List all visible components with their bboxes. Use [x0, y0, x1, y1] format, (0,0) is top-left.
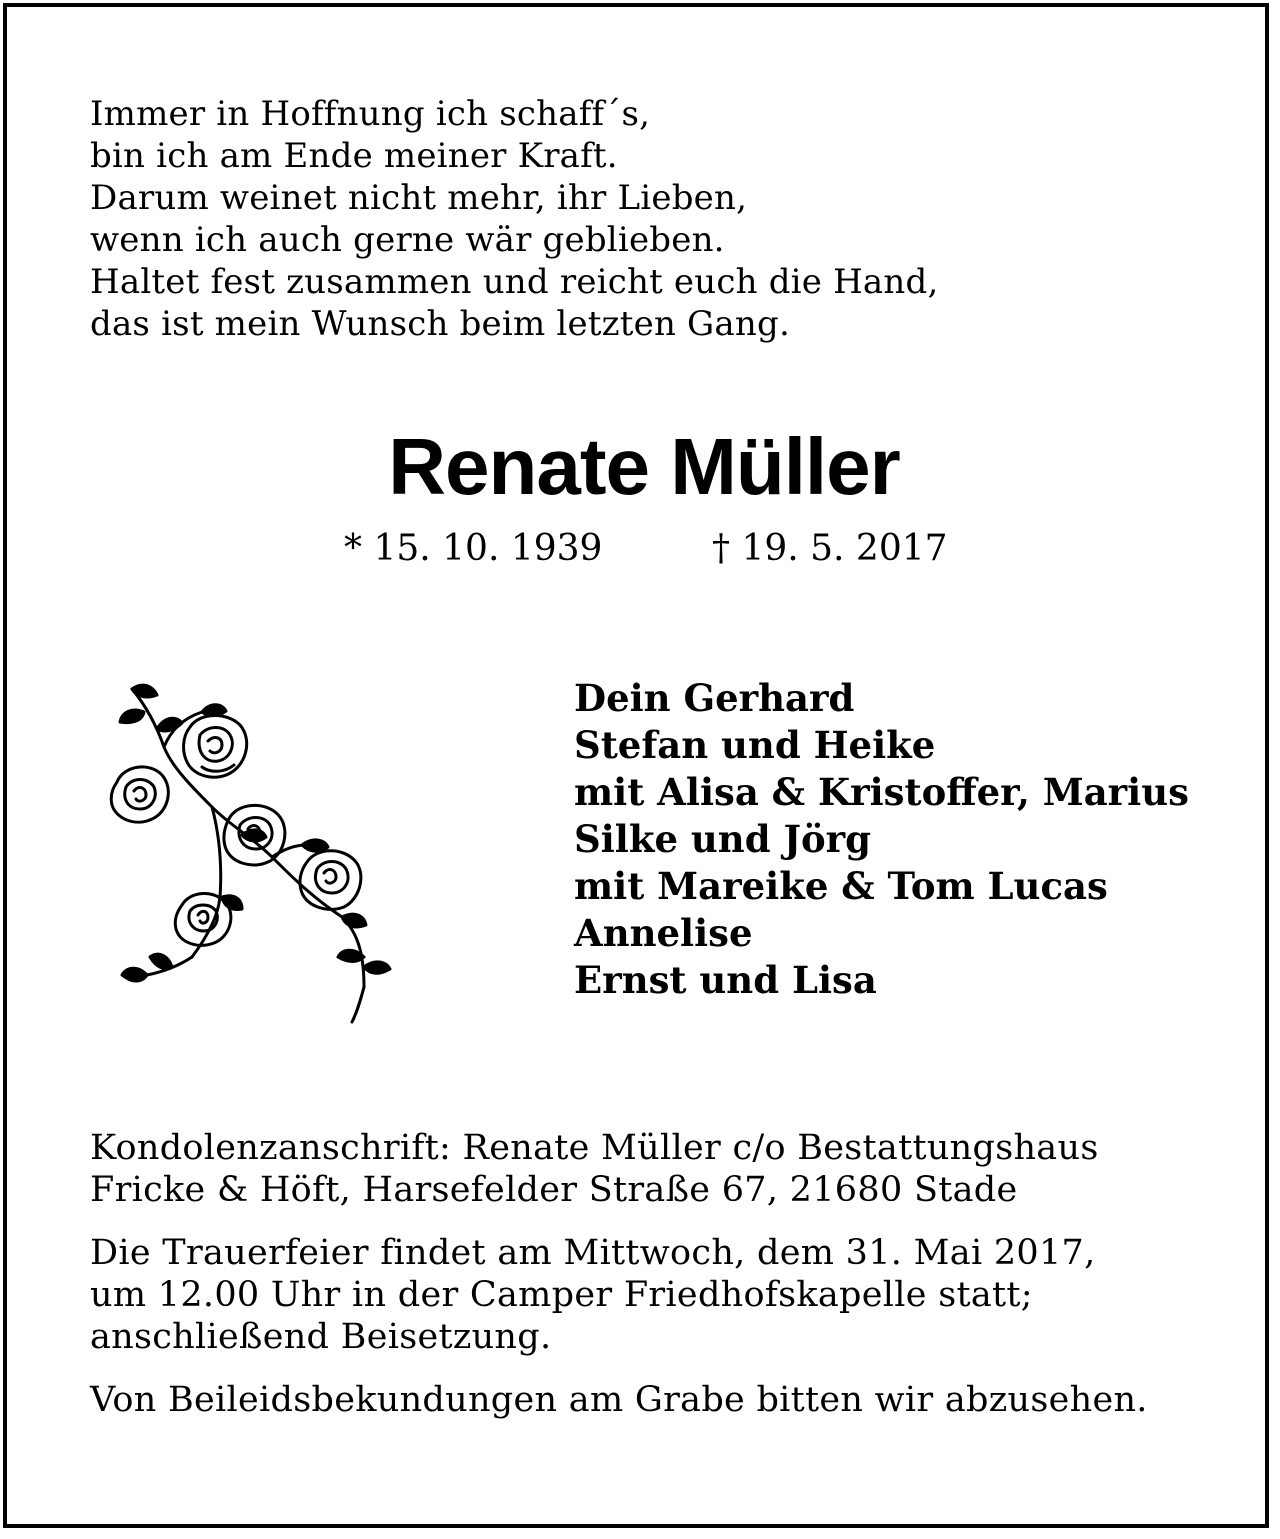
poem-line: wenn ich auch gerne wär geblieben.	[90, 220, 725, 260]
family-line: Dein Gerhard	[574, 676, 855, 720]
obituary-notice	[3, 3, 1269, 1528]
condolence-address	[90, 1127, 1099, 1211]
address-line: Fricke & Höft, Harsefelder Straße 67, 21680 Stade	[90, 1170, 1018, 1210]
poem-line: Darum weinet nicht mehr, ihr Lieben,	[90, 178, 748, 218]
condolence-request: Von Beileidsbekundungen am Grabe bitten wir abzusehen.	[90, 1380, 1148, 1420]
family-line: Annelise	[574, 911, 753, 955]
ceremony-line: Die Trauerfeier findet am Mittwoch, dem 31. Mai 2017,	[90, 1233, 1096, 1273]
deceased-name: Renate Müller	[388, 422, 900, 511]
family-line: mit Mareike & Tom Lucas	[574, 864, 1108, 908]
poem-line: Immer in Hoffnung ich schaff´s,	[90, 94, 651, 134]
poem-line: bin ich am Ende meiner Kraft.	[90, 136, 618, 176]
family-line: mit Alisa & Kristoffer, Marius	[574, 770, 1189, 814]
poem-line: das ist mein Wunsch beim letzten Gang.	[90, 304, 790, 344]
family-line: Ernst und Lisa	[574, 958, 877, 1002]
poem	[90, 93, 938, 345]
address-line: Kondolenzanschrift: Renate Müller c/o Bestattungshaus	[90, 1128, 1099, 1168]
ceremony-line: um 12.00 Uhr in der Camper Friedhofskapelle statt;	[90, 1275, 1033, 1315]
funeral-ceremony-info	[90, 1232, 1096, 1358]
family-signatures	[574, 675, 1189, 1004]
birth-date: * 15. 10. 1939	[344, 528, 603, 569]
family-line: Stefan und Heike	[574, 723, 936, 767]
roses-icon	[102, 667, 402, 1027]
death-date: † 19. 5. 2017	[712, 528, 948, 569]
ceremony-line: anschließend Beisetzung.	[90, 1317, 552, 1357]
family-line: Silke und Jörg	[574, 817, 871, 861]
poem-line: Haltet fest zusammen und reicht euch die Hand,	[90, 262, 939, 302]
